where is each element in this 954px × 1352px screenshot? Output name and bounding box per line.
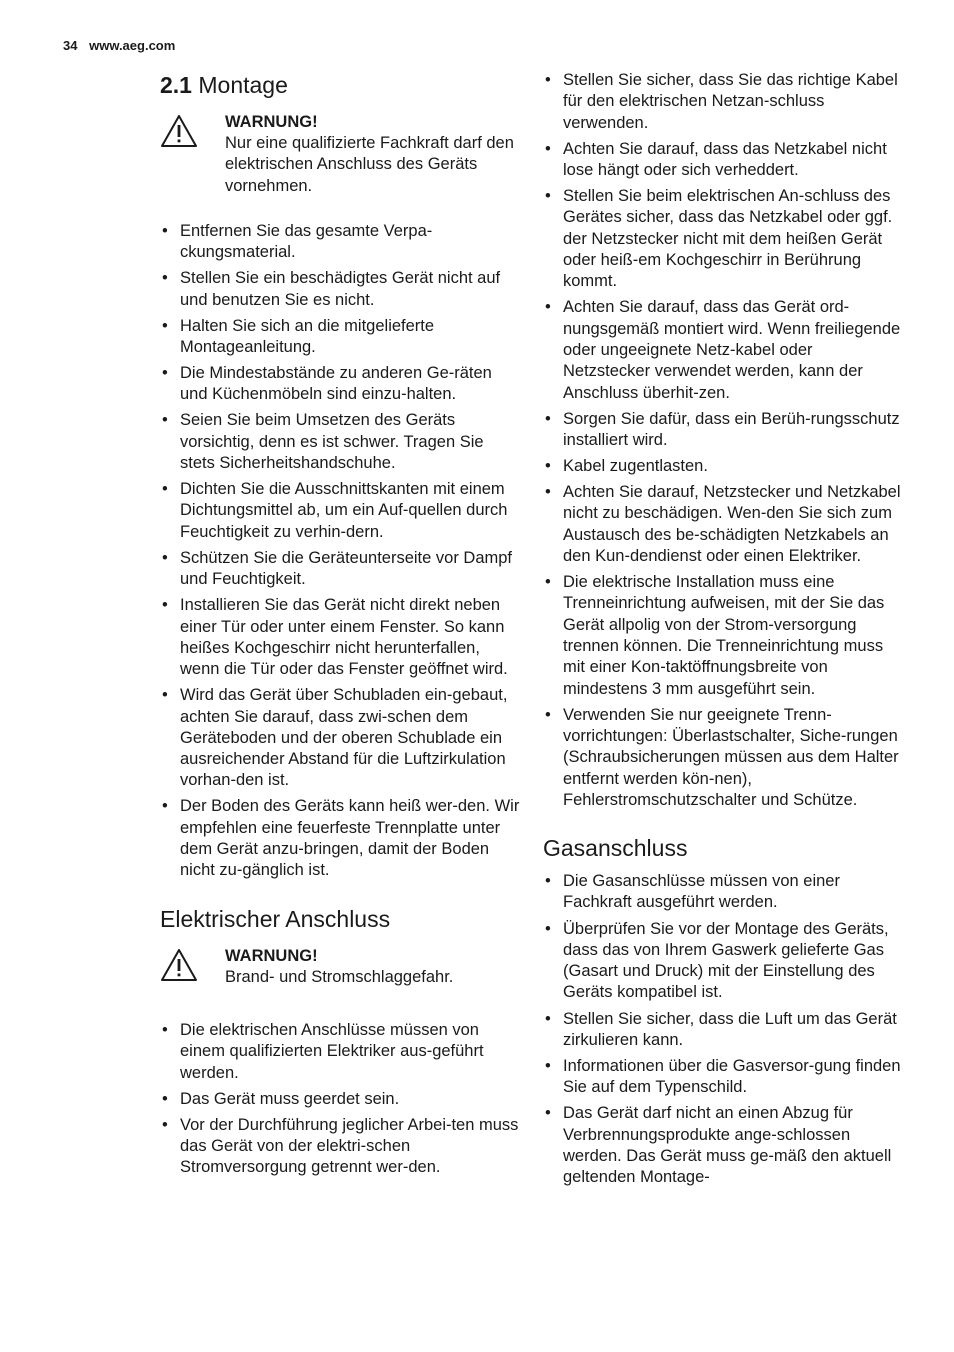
- list-item: • Die elektrischen Anschlüsse müssen von einem qualifizierten Elektriker aus-geführt werden.: [160, 1020, 520, 1084]
- section-number: 2.1: [160, 72, 192, 98]
- list-item: • Achten Sie darauf, dass das Gerät ord-nungsgemäß montiert wird. Wenn freiliegende oder ungeeignete Netz-kabel oder Netzstecker verwendet werden, kann der Anschluss überhit-zen.: [543, 297, 903, 403]
- list-item: • Seien Sie beim Umsetzen des Geräts vorsichtig, denn es ist schwer. Tragen Sie stets Sicherheitshandschuhe.: [160, 410, 520, 474]
- list-item: • Die Mindestabstände zu anderen Ge-räten und Küchenmöbeln sind einzu-halten.: [160, 363, 520, 406]
- page-number: 34: [63, 38, 78, 53]
- right-column: [543, 70, 903, 1193]
- section-title-text: Montage: [198, 72, 288, 98]
- warning-text: Nur eine qualifizierte Fachkraft darf den elektrischen Anschluss des Geräts vornehmen.: [225, 134, 514, 195]
- list-item: • Der Boden des Geräts kann heiß wer-den. Wir empfehlen eine feuerfeste Trennplatte unter dem Gerät anzu-bringen, damit der Boden nicht zu-gänglich ist.: [160, 796, 520, 881]
- list-item: • Wird das Gerät über Schubladen ein-gebaut, achten Sie darauf, dass zwi-schen dem Geräteboden und der oberen Schublade ein ausreichender Abstand für die Luftzirkulation vorhan-den ist.: [160, 685, 520, 791]
- list-item: • Dichten Sie die Ausschnittskanten mit einem Dichtungsmittel ab, um ein Auf-quellen durch Feuchtigkeit zu verhin-dern.: [160, 479, 520, 543]
- warning-box-montage: [160, 112, 520, 197]
- warning-title: WARNUNG!: [225, 946, 318, 965]
- list-item: • Installieren Sie das Gerät nicht direkt neben einer Tür oder unter einem Fenster. So kann heißes Kochgeschirr nicht herunterfallen, wenn die Tür oder das Fenster geöffnet wird.: [160, 595, 520, 680]
- warning-triangle-icon: [160, 114, 198, 148]
- section-title-gasanschluss: Gasanschluss: [543, 835, 688, 862]
- list-item: • Überprüfen Sie vor der Montage des Geräts, dass das von Ihrem Gaswerk gelieferte Gas (Gasart und Druck) mit der Einstellung des Geräts kompatibel ist.: [543, 919, 903, 1004]
- left-column: [160, 70, 520, 1183]
- list-item: • Achten Sie darauf, dass das Netzkabel nicht lose hängt oder sich verheddert.: [543, 139, 903, 182]
- site-url: www.aeg.com: [89, 38, 176, 53]
- list-item: • Das Gerät darf nicht an einen Abzug für Verbrennungsprodukte ange-schlossen werden. Das Gerät muss ge-mäß den aktuell geltenden Montage-: [543, 1103, 903, 1188]
- warning-box-elektrisch: [160, 946, 520, 988]
- list-item: • Halten Sie sich an die mitgelieferte Montageanleitung.: [160, 316, 520, 359]
- list-item: • Stellen Sie ein beschädigtes Gerät nicht auf und benutzen Sie es nicht.: [160, 268, 520, 311]
- list-item: • Die elektrische Installation muss eine Trenneinrichtung aufweisen, mit der Sie das Gerät allpolig von der Strom-versorgung trennen können. Die Trenneinrichtung muss mit einer Kon-taktöffnungsbreite von mindestens 3 mm ausgeführt sein.: [543, 572, 903, 700]
- section-title-montage: [160, 70, 520, 100]
- gas-list: [543, 871, 903, 1188]
- montage-list: [160, 221, 520, 882]
- warning-triangle-icon: [160, 948, 198, 982]
- list-item: • Die Gasanschlüsse müssen von einer Fachkraft ausgeführt werden.: [543, 871, 903, 914]
- list-item: • Entfernen Sie das gesamte Verpa-ckungsmaterial.: [160, 221, 520, 264]
- list-item: • Verwenden Sie nur geeignete Trenn-vorrichtungen: Überlastschalter, Siche-rungen (Schraubsicherungen müssen aus dem Halter entfernt werden kön-nen), Fehlerstromschutzschalter und Schütze.: [543, 705, 903, 811]
- list-item: • Vor der Durchführung jeglicher Arbei-ten muss das Gerät von der elektri-schen Stromversorgung getrennt wer-den.: [160, 1115, 520, 1179]
- list-item: • Kabel zugentlasten.: [543, 456, 903, 477]
- list-item: • Stellen Sie beim elektrischen An-schluss des Gerätes sicher, dass das Netzkabel oder ggf. der Netzstecker nicht mit dem heißen Gerät oder heiß-em Kochgeschirr in Berührung kommt.: [543, 186, 903, 292]
- section-title-elektrischer-anschluss: Elektrischer Anschluss: [160, 905, 391, 932]
- list-item: • Stellen Sie sicher, dass die Luft um das Gerät zirkulieren kann.: [543, 1009, 903, 1052]
- list-item: • Sorgen Sie dafür, dass ein Berüh-rungsschutz installiert wird.: [543, 409, 903, 452]
- warning-title: WARNUNG!: [225, 113, 318, 131]
- warning-text: Brand- und Stromschlaggefahr.: [225, 967, 454, 986]
- list-item: • Achten Sie darauf, Netzstecker und Netzkabel nicht zu beschädigen. Wen-den Sie sich zum Austausch des be-schädigten Netzkabels an den Kun-dendienst oder einen Elektriker.: [543, 482, 903, 567]
- page-header: [63, 38, 175, 53]
- list-item: • Das Gerät muss geerdet sein.: [160, 1089, 520, 1110]
- list-item: • Informationen über die Gasversor-gung finden Sie auf dem Typenschild.: [543, 1056, 903, 1099]
- elektrisch-list-left: [160, 1020, 520, 1179]
- list-item: • Schützen Sie die Geräteunterseite vor Dampf und Feuchtigkeit.: [160, 548, 520, 591]
- elektrisch-list-right: [543, 70, 903, 811]
- list-item: • Stellen Sie sicher, dass Sie das richtige Kabel für den elektrischen Netzan-schluss verwenden.: [543, 70, 903, 134]
